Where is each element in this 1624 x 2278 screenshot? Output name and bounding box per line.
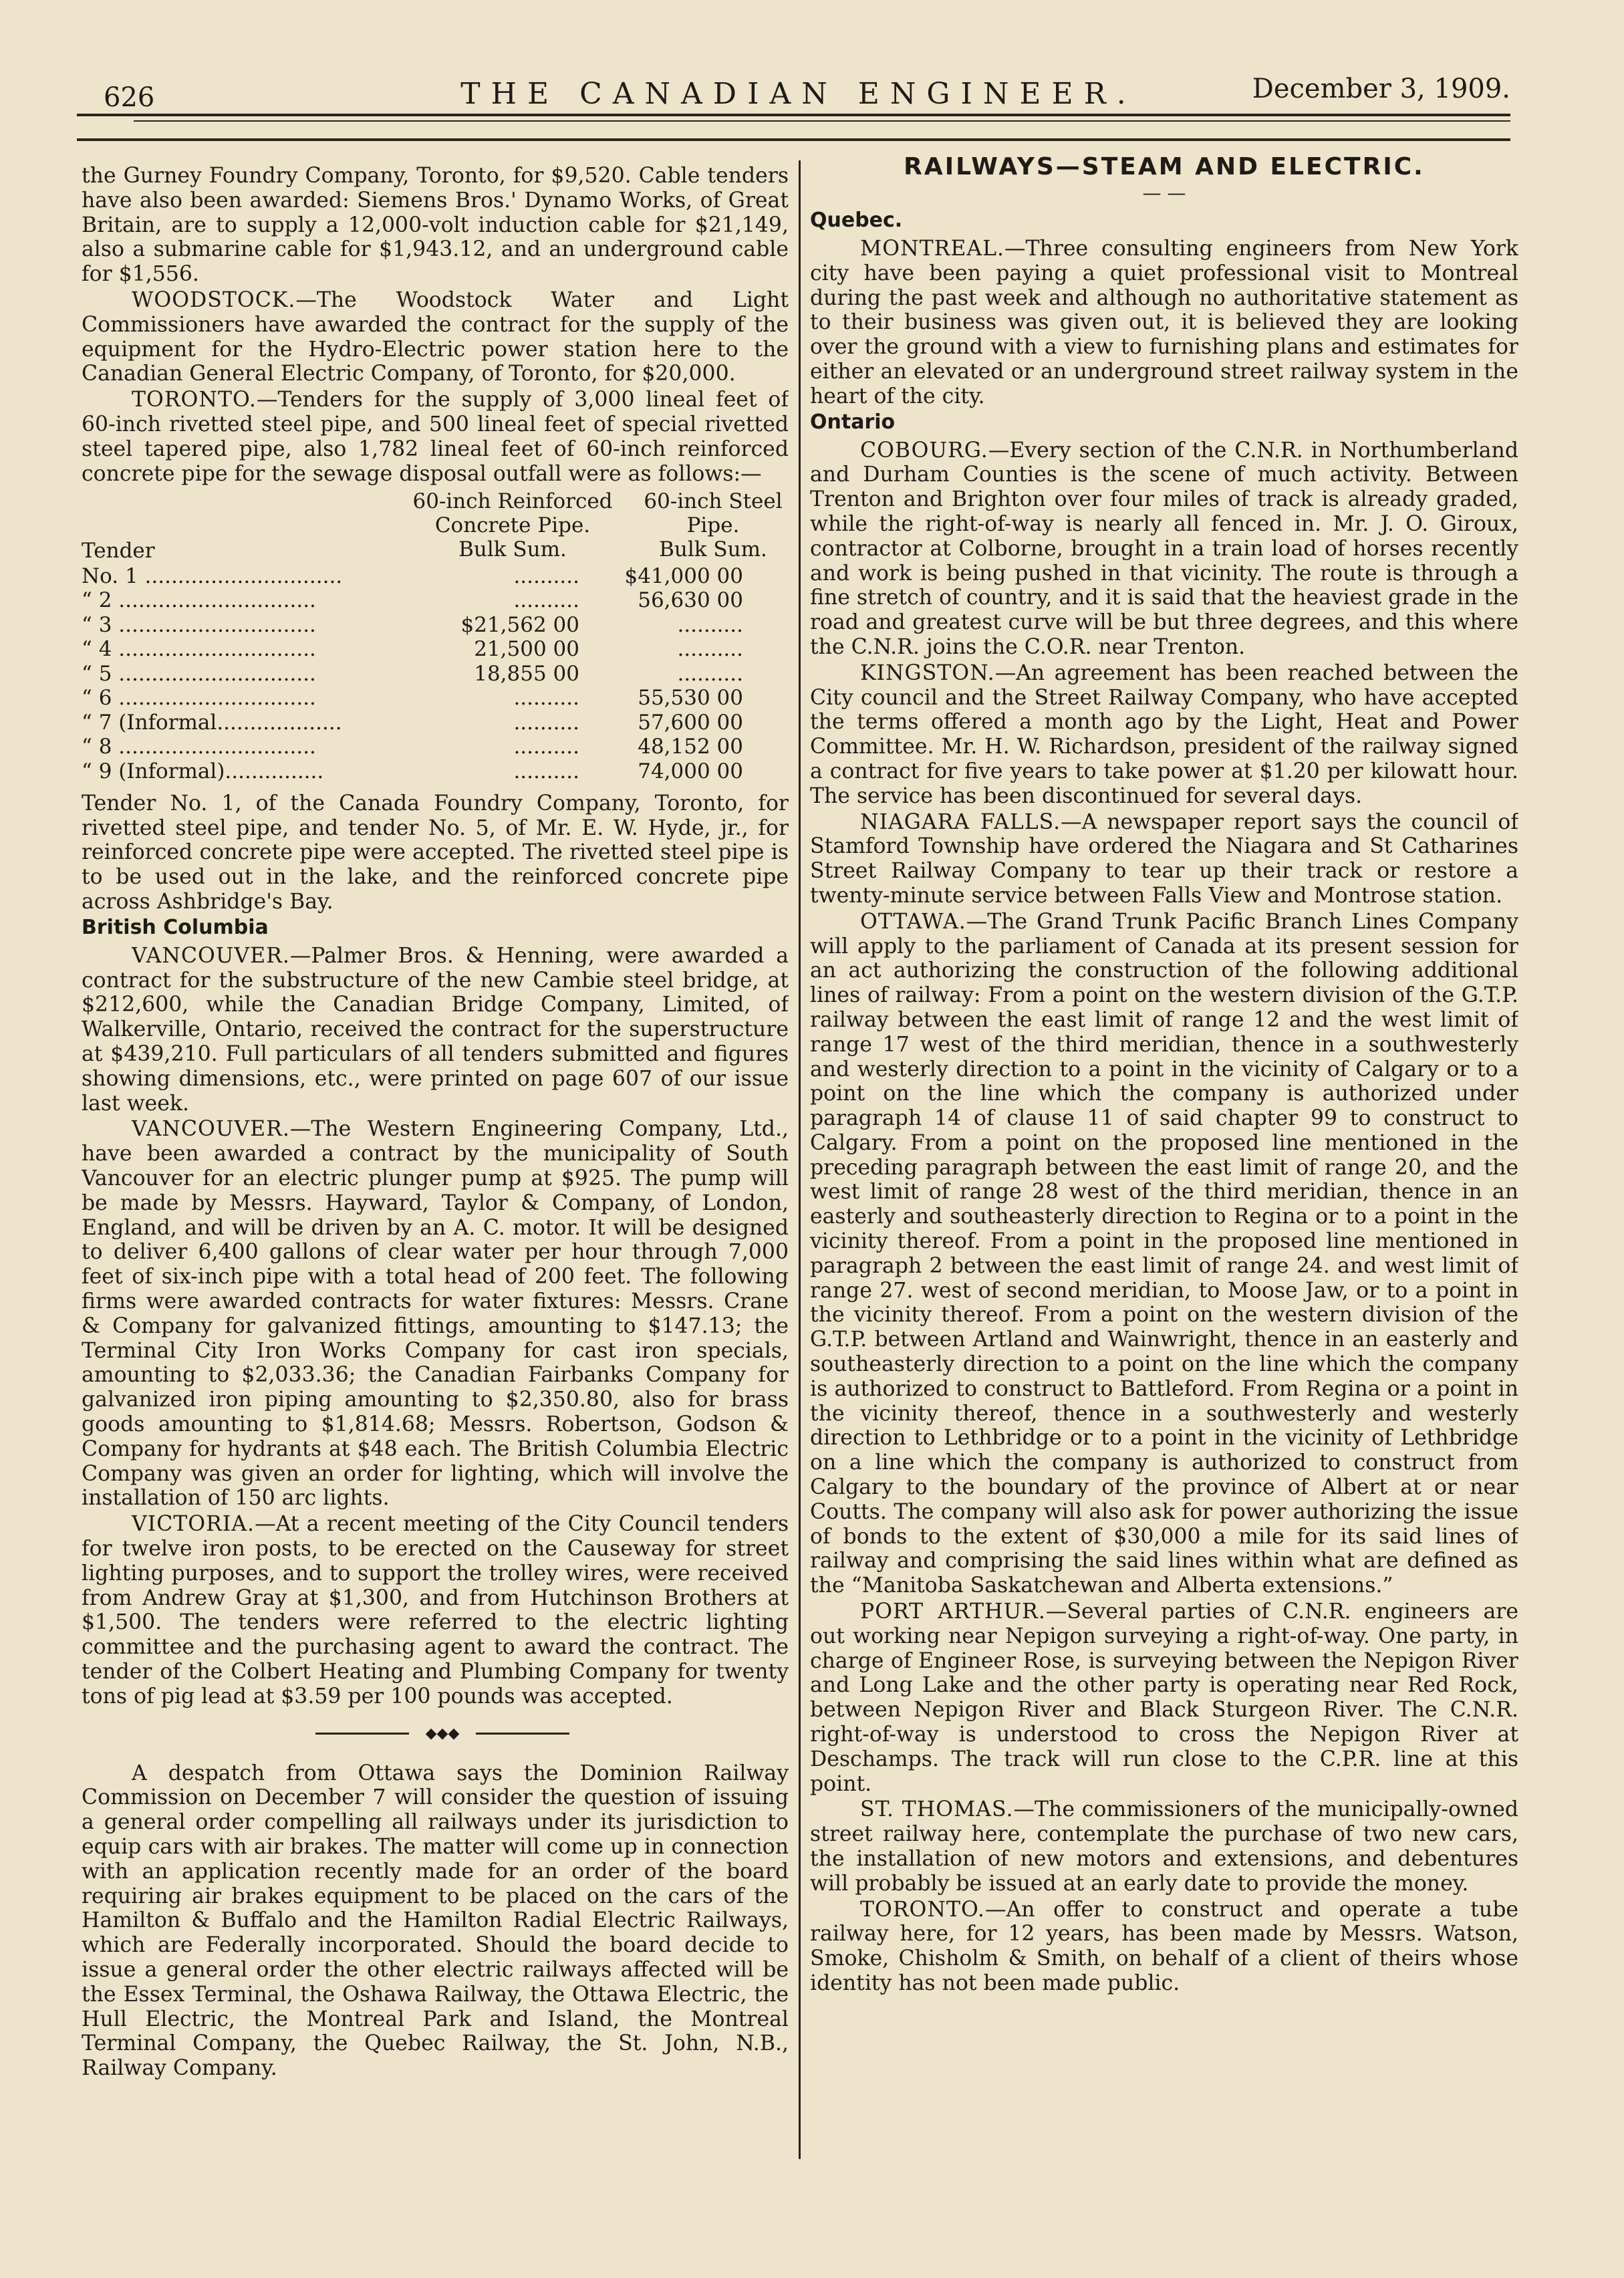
- paragraph-despatch: A despatch from Ottawa says the Dominion Railway Commission on December 7 will consider the question of issuing a general order compelling all railways under its jurisdiction to equip cars with air brakes. The matter will come up in connection with an application recently made for an order of the board requiring air brakes equipment to be placed on the cars of the Hamilton & Buffalo and the Hamilton Radial Electric Railways, which are Federally incorporated. Should the board decide to issue a general order the other electric railways affected will be the Essex Terminal, the Oshawa Railway, the Ottawa Electric, the Hull Electric, the Montreal Park and Island, the Montreal Terminal Company, the Quebec Railway, the St. John, N.B., Railway Company.: [82, 1761, 789, 2081]
- row-label: “ 9 (Informal)...............: [82, 759, 324, 783]
- row-concrete: ..........: [513, 759, 579, 783]
- text-st-thomas: —The commissioners of the municipally-owned street railway here, contemplate the purchase of two new cars, the installation of new motors and extensions, and debentures will probably be issued at an early date to provide the money.: [810, 1797, 1518, 1896]
- col-steel-header-3: Bulk Sum.: [659, 537, 767, 562]
- text-niagara: —A newspaper report says the council of Stamford Township have ordered the Niagara and St Catharines Street Railway Company to tear up their track or restore a twenty-minute service between Falls View and Montrose station.: [810, 809, 1518, 908]
- table-row: [82, 686, 789, 711]
- row-steel: 57,600 00: [638, 710, 743, 735]
- ornament-diamonds: ◆◆◆: [425, 1725, 460, 1742]
- row-label: “ 6 ..............................: [82, 686, 316, 711]
- place-montreal: MONTREAL.: [860, 237, 1005, 261]
- paragraph-cobourg: [810, 438, 1518, 660]
- paragraph-woodstock: [82, 288, 789, 386]
- col-concrete-header-3: Bulk Sum.: [458, 537, 567, 562]
- row-label: “ 7 (Informal...................: [82, 710, 342, 735]
- place-kingston: KINGSTON.: [860, 660, 995, 685]
- heading-quebec: Quebec.: [810, 209, 903, 232]
- section-ornament: [82, 1724, 789, 1744]
- row-label: “ 3 ..............................: [82, 612, 316, 637]
- paragraph-montreal: [810, 237, 1518, 409]
- col-steel-header-2: Pipe.: [686, 513, 740, 538]
- column-divider: [799, 160, 801, 2159]
- right-column: [810, 152, 1518, 2184]
- place-toronto: TORONTO.: [132, 388, 257, 412]
- table-row: [82, 563, 789, 588]
- place-toronto-2: TORONTO.: [860, 1897, 985, 1922]
- ornament-line-right: [476, 1733, 569, 1735]
- text-toronto: —Tenders for the supply of 3,000 lineal feet of 60-inch rivetted steel pipe, and 500 lineal feet of special rivetted steel tapered pipe, also 1,782 lineal feet of 60-inch reinforced concrete pipe for the sewage disposal outfall were as follows:—: [82, 388, 789, 486]
- ornament-line-left: [315, 1733, 409, 1735]
- heading-british-columbia: British Columbia: [82, 915, 269, 939]
- header-rule-top: [77, 114, 1510, 116]
- row-concrete: ..........: [513, 735, 579, 759]
- place-st-thomas: ST. THOMAS.: [860, 1797, 1014, 1822]
- row-steel: 74,000 00: [638, 759, 743, 783]
- table-row: [82, 759, 789, 783]
- row-steel: ..........: [677, 612, 743, 637]
- table-row: [82, 661, 789, 686]
- table-row: [82, 637, 789, 662]
- col-concrete-header-1: 60-inch Reinforced: [412, 489, 613, 514]
- tender-table-header: [82, 489, 789, 563]
- journal-title: THE CANADIAN ENGINEER.: [460, 77, 1137, 111]
- row-steel: 55,530 00: [638, 686, 743, 711]
- row-concrete: ..........: [513, 686, 579, 711]
- left-column: [82, 164, 789, 2196]
- tender-table: [82, 489, 789, 783]
- paragraph-vancouver-bridge: [82, 944, 789, 1116]
- paragraph-gurney: the Gurney Foundry Company, Toronto, for $9,520. Cable tenders have also been awarded: Siemens Bros.' Dynamo Works, of Great Britain, are to supply a 12,000-volt induction cable for $21,149, also a submarine cable for $1,943.12, and an underground cable for $1,556.: [82, 164, 789, 287]
- place-ottawa: OTTAWA.: [860, 909, 966, 934]
- header-rule-bottom: [77, 138, 1510, 141]
- row-concrete: 21,500 00: [474, 637, 579, 662]
- row-steel: 48,152 00: [638, 735, 743, 759]
- row-steel: ..........: [677, 637, 743, 662]
- row-steel: ..........: [677, 661, 743, 686]
- text-montreal: —Three consulting engineers from New York city have been paying a quiet professional visit to Montreal during the past week and although no authoritative statement as to their business was given out, it is believed they are looking over the ground with a view to furnishing plans and estimates for either an elevated or an underground street railway system in the heart of the city.: [810, 237, 1518, 408]
- row-concrete: ..........: [513, 588, 579, 613]
- row-concrete: 18,855 00: [474, 661, 579, 686]
- table-row: [82, 735, 789, 759]
- col-concrete-header-2: Concrete Pipe.: [434, 513, 591, 538]
- text-victoria: —At a recent meeting of the City Council tenders for twelve iron posts, to be erected on the Causeway for street lighting purposes, and to support the trolley wires, were received from Andrew Gray at $1,300, and from Hutchinson Brothers at $1,500. The tenders were referred to the electric lighting committee and the purchasing agent to award the contract. The tender of the Colbert Heating and Plumbing Company for twenty tons of pig lead at $3.59 per 100 pounds was accepted.: [82, 1512, 789, 1708]
- heading-ontario: Ontario: [810, 410, 896, 434]
- row-concrete: $21,562 00: [460, 612, 579, 637]
- col-tender-header: Tender: [82, 539, 155, 563]
- paragraph-niagara: [810, 810, 1518, 908]
- place-cobourg: COBOURG.: [860, 438, 988, 463]
- running-header: [87, 70, 1510, 117]
- text-ottawa: —The Grand Trunk Pacific Branch Lines Company will apply to the parliament of Canada at its present session for an act authorizing the construction of the following additional lines of railway: From a point on the western division of the G.T.P. railway between the east limit of range 12 and the west limit of range 17 west of the third meridian, thence in a southwesterly and westerly direction to a point in the vicinity of Calgary or to a point on the line which the company is authorized under paragraph 14 of clause 11 of said chapter 99 to construct to Calgary. From a point on the proposed line mentioned in the preceding paragraph between the east limit of range 20, and the west limit of range 28 west of the third meridian, thence in an easterly and southeasterly direction to Regina or to a point in the vicinity thereof. From a point in the proposed line mentioned in paragraph 2 between the east limit of range 24. and west limit of range 27. west of second meridian, to Moose Jaw, or to a point in the vicinity thereof. From a point on the western division of the G.T.P. between Artland and Wainwright, thence in an easterly and southeasterly direction to a point on the line which the company is authorized to construct to Battleford. From Regina or a point in the vicinity thereof, thence in a southwesterly and westerly direction to Lethbridge or to a point in the vicinity of Lethbridge on a line which the company is authorized to construct from Calgary to the boundary of the province of Albert at or near Coutts. The company will also ask for power authorizing the issue of bonds to the extent of $30,000 a mile for its said lines of railway and comprising the said lines within what are defined as the “Manitoba Saskatchewan and Alberta extensions.”: [810, 909, 1518, 1598]
- paragraph-toronto-tenders: [82, 388, 789, 486]
- paragraph-st-thomas: [810, 1797, 1518, 1896]
- row-label: “ 4 ..............................: [82, 637, 316, 662]
- text-port-arthur: —Several parties of C.N.R. engineers are out working near Nepigon surveying a right-of-way. One party, in charge of Engineer Rose, is surveying between the Nepigon River and Long Lake and the other party is operating near Red Rock, between Nepigon River and Black Sturgeon River. The C.N.R. right-of-way is understood to cross the Nepigon River at Deschamps. The track will run close to the C.P.R. line at this point.: [810, 1600, 1518, 1796]
- text-woodstock: —The Woodstock Water and Light Commissioners have awarded the contract for the supply of the equipment for the Hydro-Electric power station here to the Canadian General Electric Company, of Toronto, for $20,000.: [82, 287, 789, 386]
- paragraph-kingston: [810, 661, 1518, 809]
- text-cobourg: —Every section of the C.N.R. in Northumberland and Durham Counties is the scene of much activity. Between Trenton and Brighton over four miles of track is already graded, while the right-of-way is nearly all fenced in. Mr. J. O. Giroux, contractor at Colborne, brought in a train load of horses recently and work is being pushed in that vicinity. The route is through a fine stretch of country, and it is said that the heaviest grade in the road and greatest curve will be but three degrees, and this where the C.N.R. joins the C.O.R. near Trenton.: [810, 438, 1518, 659]
- row-concrete: ..........: [513, 710, 579, 735]
- table-row: [82, 588, 789, 613]
- row-concrete: ..........: [513, 563, 579, 588]
- place-victoria: VICTORIA.: [132, 1512, 255, 1537]
- col-steel-header-1: 60-inch Steel: [644, 489, 783, 514]
- place-port-arthur: PORT ARTHUR.: [860, 1600, 1046, 1624]
- row-label: “ 5 ..............................: [82, 661, 316, 686]
- section-title: RAILWAYS—STEAM AND ELECTRIC.: [904, 153, 1425, 180]
- paragraph-vancouver-pump: [82, 1117, 789, 1511]
- row-label: No. 1 ..............................: [82, 563, 343, 588]
- paragraph-victoria: [82, 1512, 789, 1708]
- paragraph-toronto-tube: [810, 1898, 1518, 1996]
- page-number: 626: [104, 82, 155, 113]
- place-niagara: NIAGARA FALLS.: [860, 809, 1061, 834]
- table-row: [82, 612, 789, 637]
- row-steel: $41,000 00: [624, 563, 743, 588]
- issue-date: December 3, 1909.: [1252, 74, 1510, 104]
- text-kingston: —An agreement has been reached between the City council and the Street Railway Company, who have accepted the terms offered a month ago by the Light, Heat and Power Committee. Mr. H. W. Richardson, president of the railway signed a contract for five years to take power at $1.20 per kilowatt hour. The service has been discontinued for several days.: [810, 660, 1518, 808]
- text-toronto-2: —An offer to construct and operate a tube railway here, for 12 years, has been made by Messrs. Watson, Smoke, Chisholm & Smith, on behalf of a client of theirs whose identity has not been made public.: [810, 1897, 1518, 1995]
- row-label: “ 2 ..............................: [82, 588, 316, 613]
- header-rule-thin: [134, 120, 1510, 122]
- row-label: “ 8 ..............................: [82, 735, 316, 759]
- paragraph-ottawa: [810, 910, 1518, 1598]
- place-vancouver-1: VANCOUVER.: [132, 943, 290, 968]
- place-woodstock: WOODSTOCK.: [132, 287, 296, 312]
- table-row: [82, 710, 789, 735]
- row-steel: 56,630 00: [638, 588, 743, 613]
- paragraph-tender-result: Tender No. 1, of the Canada Foundry Company, Toronto, for rivetted steel pipe, and tender No. 5, of Mr. E. W. Hyde, jr., for reinforced concrete pipe were accepted. The rivetted steel pipe is to be used out in the lake, and the reinforced concrete pipe across Ashbridge's Bay.: [82, 791, 789, 914]
- text-vancouver-2: —The Western Engineering Company, Ltd., have been awarded a contract by the municipality of South Vancouver for an electric plunger pump at $925. The pump will be made by Messrs. Hayward, Taylor & Company, of London, England, and will be driven by an A. C. motor. It will be designed to deliver 6,400 gallons of clear water per hour through 7,000 feet of six-inch pipe with a total head of 200 feet. The following firms were awarded contracts for water fixtures: Messrs. Crane & Company for galvanized fittings, amounting to $147.13; the Terminal City Iron Works Company for cast iron specials, amounting to $2,033.36; the Canadian Fairbanks Company for galvanized iron piping amounting to $2,350.80, also for brass goods amounting to $1,814.68; Messrs. Robertson, Godson & Company for hydrants at $48 each. The British Columbia Electric Company was given an order for lighting, which will involve the installation of 150 arc lights.: [82, 1117, 789, 1511]
- place-vancouver-2: VANCOUVER.: [132, 1117, 290, 1142]
- text-vancouver-1: —Palmer Bros. & Henning, were awarded a contract for the substructure of the new Cambie steel bridge, at $212,600, while the Canadian Bridge Company, Limited, of Walkerville, Ontario, received the contract for the superstructure at $439,210. Full particulars of all tenders submitted and figures showing dimensions, etc., were printed on page 607 of our issue last week.: [82, 943, 789, 1116]
- section-title-dash: — —: [1142, 182, 1186, 204]
- paragraph-port-arthur: [810, 1600, 1518, 1796]
